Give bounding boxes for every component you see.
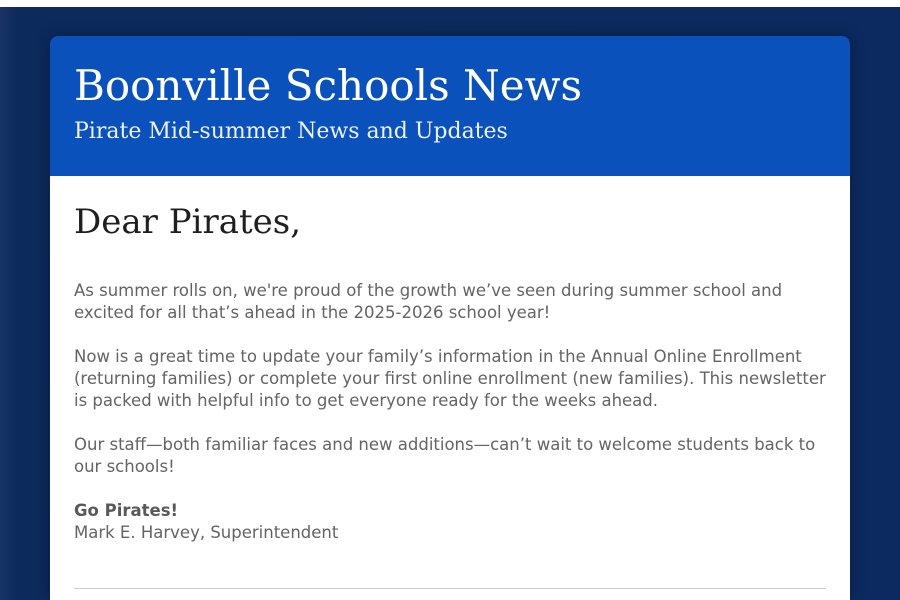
signature-name: Mark E. Harvey, Superintendent [74,523,339,542]
signature-block [74,500,826,544]
signoff-text: Go Pirates! [74,501,179,520]
greeting-heading: Dear Pirates, [74,202,302,242]
newsletter-subtitle: Pirate Mid-summer News and Updates [74,119,508,144]
newsletter-masthead [50,36,850,176]
newsletter-title: Boonville Schools News [74,61,583,110]
newsletter-card [50,36,850,600]
section-divider [74,588,826,589]
newsletter-body [50,176,850,600]
paragraph-staff-welcome: Our staff—both familiar faces and new additions—can’t wait to welcome students back to our schools! [74,435,816,476]
paragraph-enrollment: Now is a great time to update your family’s information in the Annual Online Enrollment (returning families) or complete your first online enrollment (new families). This newsletter is packed with helpful info to get everyone ready for the weeks ahead. [74,347,826,410]
paragraph-summer-growth: As summer rolls on, we're proud of the growth we’ve seen during summer school and excited for all that’s ahead in the 2025-2026 school year! [74,281,783,322]
top-strip [0,0,900,7]
